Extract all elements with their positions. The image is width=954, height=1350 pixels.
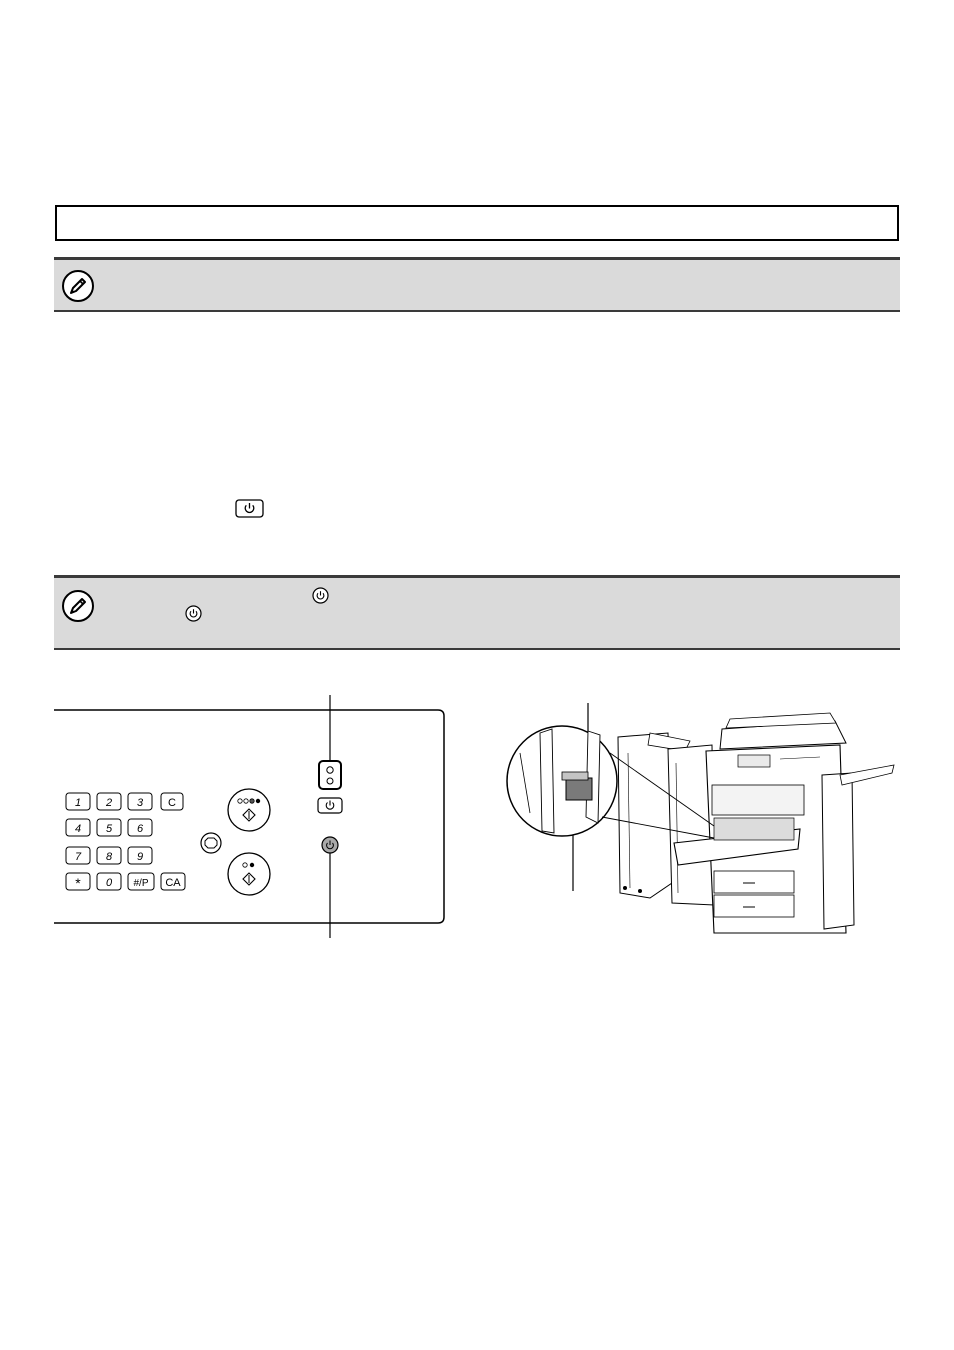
stop-icon <box>201 833 221 853</box>
keypad-key-5 <box>97 819 121 836</box>
keypad <box>66 793 185 891</box>
keypad-key-9 <box>128 847 152 864</box>
svg-text:7: 7 <box>74 851 82 863</box>
keypad-key-8 <box>97 847 121 864</box>
svg-text:C: C <box>168 797 176 809</box>
keypad-key-clear-all <box>161 873 185 890</box>
svg-text:CA: CA <box>165 877 181 889</box>
svg-text:#/P: #/P <box>133 878 149 889</box>
svg-text:5: 5 <box>105 823 113 835</box>
main-power-icon <box>185 605 202 622</box>
svg-text:3: 3 <box>136 797 144 809</box>
pencil-note-icon <box>62 590 94 622</box>
keypad-key-3 <box>128 793 152 810</box>
svg-text:8: 8 <box>105 851 113 863</box>
main-power-icon <box>312 587 329 604</box>
svg-text:4: 4 <box>74 823 82 835</box>
keypad-key-4 <box>66 819 90 836</box>
svg-text:9: 9 <box>136 851 144 863</box>
start-icon <box>228 853 270 895</box>
keypad-key-asterisk <box>66 873 90 891</box>
section-title-box <box>55 205 899 241</box>
machine-illustration <box>500 693 900 948</box>
keypad-key-7 <box>66 847 90 864</box>
pencil-note-icon <box>62 270 94 302</box>
control-panel-illustration <box>50 693 450 943</box>
keypad-key-0 <box>97 873 121 890</box>
main-power-indicator-highlight <box>319 761 341 789</box>
note-bar <box>54 257 900 312</box>
keypad-key-program <box>128 873 154 890</box>
note-bar <box>54 575 900 650</box>
keypad-key-1 <box>66 793 90 810</box>
start-icon <box>228 789 270 831</box>
svg-text:6: 6 <box>136 823 144 835</box>
power-icon <box>235 499 264 518</box>
main-power-switch <box>566 778 592 800</box>
svg-text:*: * <box>75 875 81 891</box>
keypad-key-6 <box>128 819 152 836</box>
keypad-key-clear <box>161 793 183 810</box>
svg-text:2: 2 <box>105 797 113 809</box>
svg-text:1: 1 <box>74 797 82 809</box>
svg-text:0: 0 <box>105 877 113 889</box>
keypad-key-2 <box>97 793 121 810</box>
